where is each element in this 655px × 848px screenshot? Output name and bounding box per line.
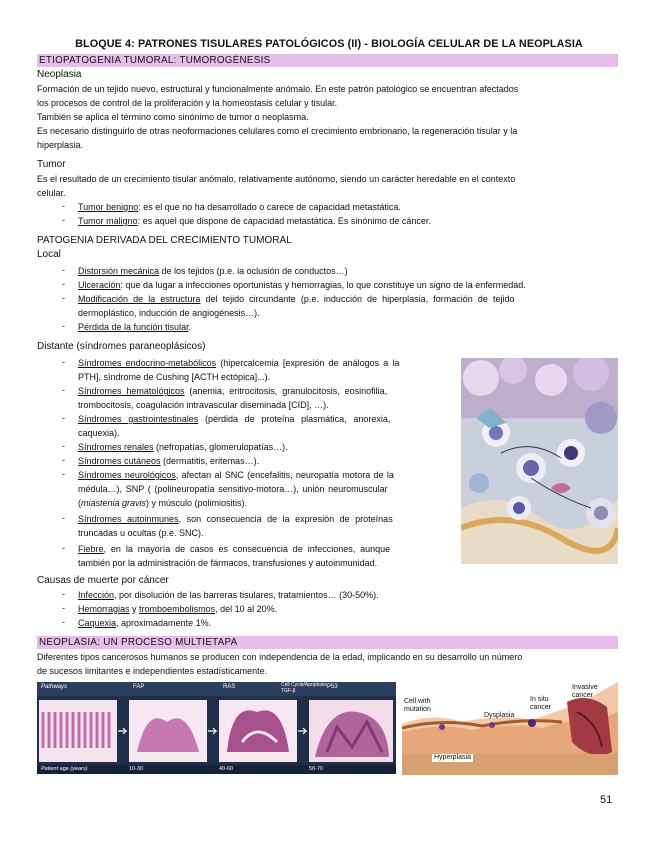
age-range: 10-30 bbox=[129, 766, 144, 772]
cell-cycle-label: Cell Cycle/Apoptosis bbox=[281, 682, 327, 688]
desc: (nefropatías, glomerulopatías…). bbox=[153, 442, 288, 452]
section-heading-multietapa: NEOPLASIA: UN PROCESO MULTIETAPA bbox=[37, 636, 618, 649]
desc: : que da lugar a infecciones oportunistas y hemorragias, lo que constituye un signo de la enfermedad. bbox=[120, 280, 526, 290]
patogenia-heading: PATOGENIA DERIVADA DEL CRECIMIENTO TUMORAL bbox=[37, 235, 292, 246]
bullet-dash: - bbox=[62, 201, 65, 211]
age-range: 40-60 bbox=[219, 766, 234, 772]
multietapa-line-1: Diferentes tipos cancerosos humanos se producen con independencia de la edad, implicando en su desarrollo un número bbox=[37, 652, 523, 662]
causas-label: Causas de muerte por cáncer bbox=[37, 575, 169, 586]
p53-label: P53 bbox=[327, 684, 338, 690]
desc: (pérdida de proteína plasmática, anorexia, bbox=[198, 414, 391, 424]
local-item bbox=[78, 292, 515, 306]
causa-item bbox=[78, 602, 277, 616]
conj: y bbox=[129, 604, 140, 614]
cells-svg bbox=[461, 358, 618, 564]
distant-item-cont bbox=[78, 496, 247, 510]
in-situ-label: In situ cancer bbox=[530, 696, 552, 711]
term: Ulceración bbox=[78, 280, 121, 290]
neoplasia-line-5: hiperplasia. bbox=[37, 140, 84, 150]
desc: , por disolución de las barreras tisulares, tratamientos… (30-50%). bbox=[114, 590, 379, 600]
bullet-dash: - bbox=[62, 603, 65, 613]
multietapa-line-2: de sucesos limitantes e independientes estadísticamente. bbox=[37, 666, 268, 676]
pathways-label: Pathways bbox=[41, 684, 68, 690]
distant-item bbox=[78, 440, 288, 454]
bullet-dash: - bbox=[62, 279, 65, 289]
page-title: BLOQUE 4: PATRONES TISULARES PATOLÓGICOS (II) - BIOLOGÍA CELULAR DE LA NEOPLASIA bbox=[75, 38, 583, 50]
bullet-dash: - bbox=[62, 617, 65, 627]
term: Pérdida de la función tisular bbox=[78, 322, 189, 332]
distant-item bbox=[78, 468, 394, 482]
cell-mutation-label: Cell with mutation bbox=[404, 698, 431, 713]
neoplasia-line-2: los procesos de control de la proliferación y la homeostasis celular y tisular. bbox=[37, 98, 338, 108]
local-item-cont: dermoplástico, inducción de angiogénesis…). bbox=[78, 308, 260, 318]
italic-term: miastenia gravis bbox=[81, 498, 147, 508]
desc: de los tejidos (p.e. la oclusión de conductos…) bbox=[159, 266, 348, 276]
bullet-dash: - bbox=[62, 265, 65, 275]
causa-item bbox=[78, 588, 379, 602]
term: Infección bbox=[78, 590, 115, 600]
local-item bbox=[78, 278, 526, 292]
section-heading-etiopatogenia: ETIOPATOGENIA TUMORAL: TUMOROGÉNESIS bbox=[37, 54, 618, 67]
neoplasia-line-3: También se aplica el término como sinónimo de tumor o neoplasma. bbox=[37, 112, 309, 122]
colon-svg bbox=[37, 682, 396, 774]
distant-item bbox=[78, 512, 393, 526]
bullet-dash: - bbox=[62, 293, 65, 303]
bullet-dash: - bbox=[62, 321, 65, 331]
tgf-label: TGF-β bbox=[281, 688, 296, 694]
desc: ) y músculo (polimiositis). bbox=[146, 498, 248, 508]
distant-item bbox=[78, 356, 399, 370]
desc: (dermatitis, eritemas…). bbox=[160, 456, 260, 466]
term: Síndromes endocrino-metabólicos bbox=[78, 358, 217, 368]
colon-progression-figure bbox=[37, 682, 396, 774]
desc: , son consecuencia de la expresión de proteínas bbox=[178, 514, 393, 524]
desc: (hipercalcemia [expresión de análogos a la bbox=[216, 358, 400, 368]
desc: del tejido circundante (p.e. inducción de hiperplasia, formación de tejido bbox=[200, 294, 515, 304]
hyperplasia-label: Hyperplasia bbox=[434, 754, 471, 761]
bullet-dash: - bbox=[62, 357, 65, 367]
local-item bbox=[78, 264, 348, 278]
term: Tumor benigno bbox=[78, 202, 139, 212]
distant-item-cont: truncadas u ocultas (p.e. SNC). bbox=[78, 528, 204, 538]
local-label: Local bbox=[37, 249, 61, 260]
bullet-dash: - bbox=[62, 413, 65, 423]
term: Síndromes gastrointestinales bbox=[78, 414, 199, 424]
local-item bbox=[78, 320, 191, 334]
ras-label: RAS bbox=[223, 684, 236, 690]
tumor-cells-illustration bbox=[461, 358, 618, 564]
tumor-maligno-item bbox=[78, 214, 431, 228]
cancer-progression-figure bbox=[402, 682, 618, 775]
term: Síndromes autoinmunes bbox=[78, 514, 179, 524]
dysplasia-label: Dysplasia bbox=[484, 712, 515, 719]
term: Caquexia bbox=[78, 618, 117, 628]
desc: . bbox=[188, 322, 192, 332]
desc: (anemia, eritrocitosis, granulocitosis, eosinofilia, bbox=[184, 386, 388, 396]
distant-item bbox=[78, 454, 259, 468]
bullet-dash: - bbox=[62, 455, 65, 465]
bullet-dash: - bbox=[62, 469, 65, 479]
tumor-label: Tumor bbox=[37, 159, 66, 170]
bullet-dash: - bbox=[62, 543, 65, 553]
paren: ( bbox=[78, 498, 81, 508]
desc: : es aquel que dispone de capacidad metastática. Es sinónimo de cáncer. bbox=[137, 216, 431, 226]
invasive-label: Invasive cancer bbox=[572, 684, 598, 699]
desc: , afectan al SNC (encefalitis, neuropatía motora de la bbox=[175, 470, 394, 480]
tumor-benigno-item bbox=[78, 200, 401, 214]
bullet-dash: - bbox=[62, 589, 65, 599]
desc: , del 10 al 20%. bbox=[215, 604, 278, 614]
desc: : es el que no ha desarrollado o carece de capacidad metastática. bbox=[138, 202, 401, 212]
term: Distorsión mecánica bbox=[78, 266, 160, 276]
distant-item bbox=[78, 412, 390, 426]
distant-item-cont: también por la administración de fármacos, transfusiones y autoinmunidad. bbox=[78, 558, 378, 568]
tumor-line-2: celular. bbox=[37, 188, 66, 198]
term: Fiebre bbox=[78, 544, 104, 554]
patient-age-label: Patient age (years) bbox=[41, 766, 88, 772]
fap-label: FAP bbox=[133, 684, 145, 690]
term: Tumor maligno bbox=[78, 216, 138, 226]
distant-item bbox=[78, 542, 390, 556]
distant-item-cont: trombocitosis, coagulación intravascular diseminada [CID], …). bbox=[78, 400, 329, 410]
desc: , en la mayoría de casos es consecuencia de infecciones, aunque bbox=[103, 544, 391, 554]
distant-item-cont: médula…), SNP ( (polineuropatía sensitivo-motora…), unión neuromuscular bbox=[78, 484, 388, 494]
term-2: tromboembolismos bbox=[139, 604, 216, 614]
distant-item-cont: PTH], síndrome de Cushing [ACTH ectópica]...). bbox=[78, 372, 271, 382]
bullet-dash: - bbox=[62, 215, 65, 225]
term: Hemorragias bbox=[78, 604, 130, 614]
term: Síndromes cutáneos bbox=[78, 456, 161, 466]
neoplasia-label: Neoplasia bbox=[37, 69, 82, 80]
distant-item bbox=[78, 384, 387, 398]
term: Modificación de la estructura bbox=[78, 294, 201, 304]
bullet-dash: - bbox=[62, 385, 65, 395]
bullet-dash: - bbox=[62, 513, 65, 523]
distante-label: Distante (síndromes paraneoplásicos) bbox=[37, 341, 206, 352]
desc: , aproximadamente 1%. bbox=[116, 618, 212, 628]
term: Síndromes hematológicos bbox=[78, 386, 185, 396]
age-range: 50-70 bbox=[309, 766, 324, 772]
neoplasia-line-1: Formación de un tejido nuevo, estructural y funcionalmente anómalo. En este patrón patológico se encuentran afectados bbox=[37, 84, 519, 94]
neoplasia-line-4: Es necesario distinguirlo de otras neoformaciones celulares como el crecimiento embrionario, la regeneración tisular y la bbox=[37, 126, 518, 136]
tumor-line-1: Es el resultado de un crecimiento tisular anómalo, relativamente autónomo, siendo un carácter heredable en el contexto bbox=[37, 174, 516, 184]
term: Síndromes renales bbox=[78, 442, 154, 452]
page-number: 51 bbox=[600, 794, 613, 806]
bullet-dash: - bbox=[62, 441, 65, 451]
causa-item bbox=[78, 616, 211, 630]
distant-item-cont: caquexia). bbox=[78, 428, 120, 438]
term: Síndromes neurológicos bbox=[78, 470, 176, 480]
